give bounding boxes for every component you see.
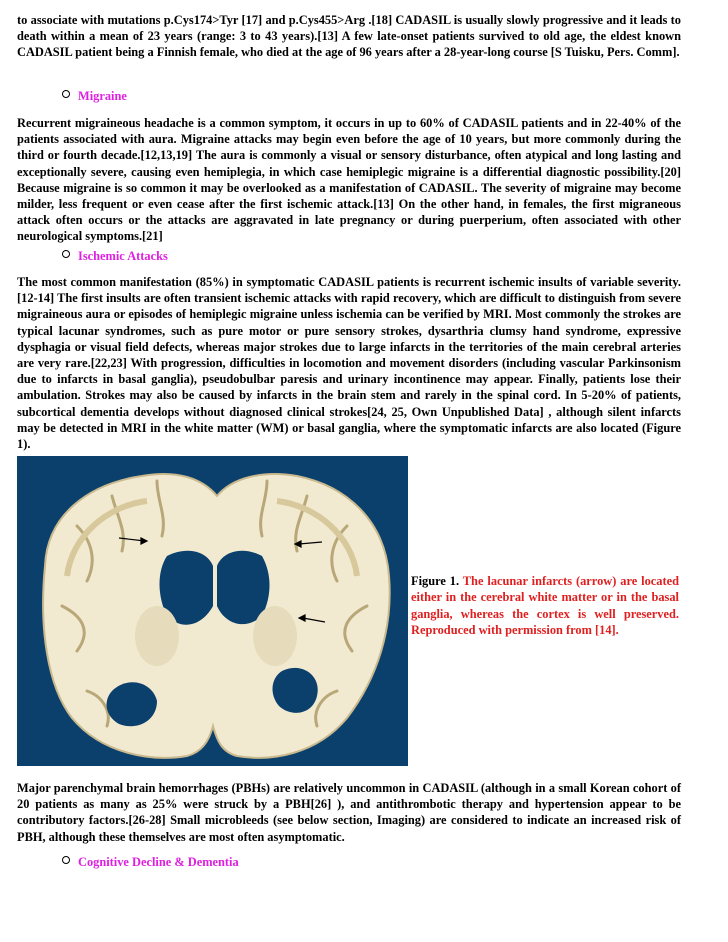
paragraph-ischemic: The most common manifestation (85%) in symptomatic CADASIL patients is recurrent ischemic insults of variable severity.[12-14] The first insults are often transient ischemic attacks with rapid recovery, which are difficult to distinguish from severe migraineous aura or episodes of hemiplegic migraine unless ischemia can be verified by MRI. Most commonly the strokes are typical lacunar syndromes, such as pure motor or pure sensory strokes, dysarthria clumsy hand syndrome, expressive dysphagia or visual field defects, whereas major strokes due to large infarcts in the territories of the main cerebral arteries are very rare.[22,23] With progression, difficulties in locomotion and movement disorders (including vascular Parkinsonism due to infarcts in basal ganglia), pseudobulbar paresis and urinary incontinence may appear. Finally, patients lose their ambulation. Strokes may also be caused by infarcts in the brain stem and rarely in the spinal cord. In 5-20% of patients, subcortical dementia develops without diagnosed clinical strokes[24, 25, Own Unpublished Data] , although silent infarcts may be detected in MRI in the white matter (WM) or basal ganglia, where the symptomatic infarcts are also located (Figure 1). bbox=[17, 275, 681, 452]
paragraph-prognosis: to associate with mutations p.Cys174>Tyr [17] and p.Cys455>Arg .[18] CADASIL is usually slowly progressive and it leads to death within a mean of 23 years (range: 3 to 43 years).[13] A few late-onset patients survived to old age, the eldest known CADASIL patient being a Finnish female, who died at the age of 96 years after a 28-year-long course [S Tuisku, Pers. Comm]. bbox=[17, 13, 681, 60]
heading-cognitive-label: Cognitive Decline & Dementia bbox=[78, 855, 239, 869]
figure-label: Figure 1. bbox=[411, 574, 460, 588]
brain-section-photo bbox=[17, 456, 408, 766]
bullet-icon bbox=[62, 856, 70, 864]
paragraph-migraine: Recurrent migraineous headache is a common symptom, it occurs in up to 60% of CADASIL patients and in 22-40% of the patients associated with aura. Migraine attacks may begin even before the age of 10 years, but more commonly during the third or fourth decade.[12,13,19] The aura is commonly a visual or sensory disturbance, often atypical and long lasting and exceptionally severe, causing even hemiplegia, in which case hemiplegic migraine is a differential diagnostic possibility.[20] Because migraine is so common it may be overlooked as a manifestation of CADASIL. The severity of migraine may become milder, less frequent or even cease after the first ischemic attack.[13] On the other hand, in females, the first migraneous attack often occurs or the attacks are aggravated in late pregnancy or during puerperium, often associated with other neurological symptoms.[21] bbox=[17, 116, 681, 244]
heading-cognitive-decline bbox=[62, 854, 239, 870]
figure-caption bbox=[411, 573, 679, 638]
bullet-icon bbox=[62, 90, 70, 98]
heading-migraine bbox=[62, 88, 127, 104]
bullet-icon bbox=[62, 250, 70, 258]
basal-ganglia-left bbox=[135, 606, 179, 666]
heading-ischemic-attacks bbox=[62, 248, 168, 264]
brain-section-illustration bbox=[17, 456, 408, 766]
paragraph-hemorrhages: Major parenchymal brain hemorrhages (PBHs) are relatively uncommon in CADASIL (although in a small Korean cohort of 20 patients as many as 25% were struck by a PBH[26] ), and antithrombotic therapy and hypertension appear to be contributory factors.[26-28] Small microbleeds (see below section, Imaging) are considered to indicate an increased risk of PBH, although these themselves are most often asymptomatic. bbox=[17, 781, 681, 844]
figure-caption-text: The lacunar infarcts (arrow) are located either in the cerebral white matter or in the basal ganglia, whereas the cortex is well preserved. Reproduced with permission from [14]. bbox=[411, 574, 680, 637]
heading-ischemic-label: Ischemic Attacks bbox=[78, 249, 168, 263]
brain-tissue bbox=[43, 474, 390, 758]
heading-migraine-label: Migraine bbox=[78, 89, 127, 103]
temporal-horn-right bbox=[273, 668, 318, 713]
basal-ganglia-right bbox=[253, 606, 297, 666]
